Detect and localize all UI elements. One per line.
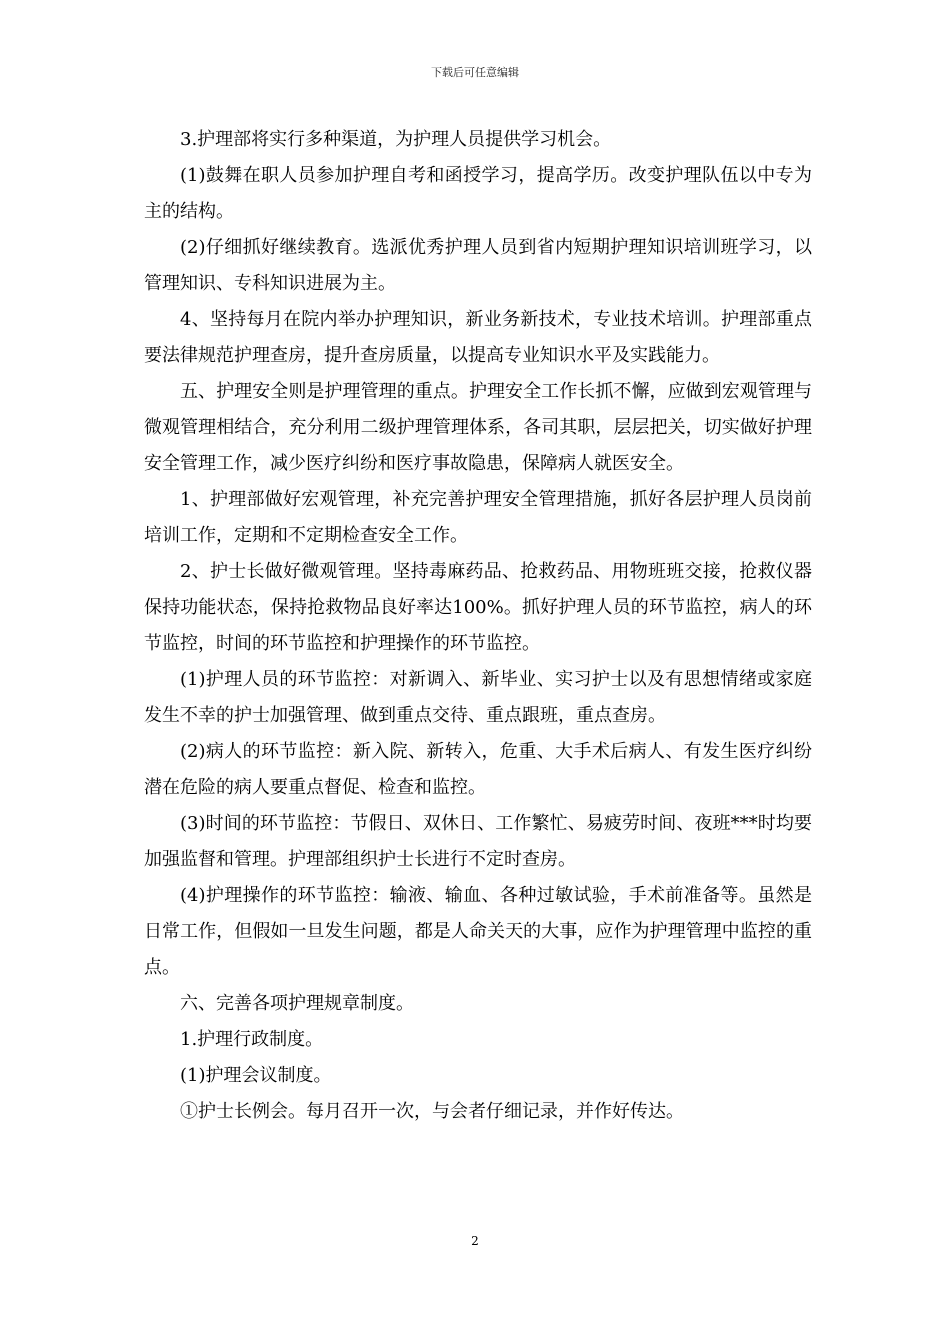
paragraph: (3)时间的环节监控：节假日、双休日、工作繁忙、易疲劳时间、夜班***时均要加强监督和管理。护理部组织护士长进行不定时查房。 xyxy=(144,813,812,870)
paragraph: (4)护理操作的环节监控：输液、输血、各种过敏试验，手术前准备等。虽然是日常工作，但假如一旦发生问题，都是人命关天的大事，应作为护理管理中监控的重点。 xyxy=(144,885,812,978)
paragraph: 五、护理安全则是护理管理的重点。护理安全工作长抓不懈，应做到宏观管理与微观管理相结合，充分利用二级护理管理体系，各司其职，层层把关，切实做好护理安全管理工作，减少医疗纠纷和医疗事故隐患，保障病人就医安全。 xyxy=(144,381,812,474)
paragraph: (1)鼓舞在职人员参加护理自考和函授学习，提高学历。改变护理队伍以中专为主的结构。 xyxy=(144,165,812,222)
paragraph: 3.护理部将实行多种渠道，为护理人员提供学习机会。 xyxy=(180,129,612,150)
paragraph: (1)护理会议制度。 xyxy=(180,1065,332,1086)
paragraph: (2)仔细抓好继续教育。选派优秀护理人员到省内短期护理知识培训班学习，以管理知识、专科知识进展为主。 xyxy=(144,237,812,294)
paragraph: ①护士长例会。每月召开一次，与会者仔细记录，并作好传达。 xyxy=(180,1101,684,1122)
page-number: 2 xyxy=(471,1234,479,1248)
paragraph: 六、完善各项护理规章制度。 xyxy=(180,993,414,1014)
document-body xyxy=(144,122,812,1130)
paragraph: 2、护士长做好微观管理。坚持毒麻药品、抢救药品、用物班班交接，抢救仪器保持功能状态，保持抢救物品良好率达100%。抓好护理人员的环节监控，病人的环节监控，时间的环节监控和护理操作的环节监控。 xyxy=(144,561,812,654)
page-header: 下载后可任意编辑 xyxy=(431,66,519,79)
paragraph: 1.护理行政制度。 xyxy=(180,1029,324,1050)
paragraph: 4、坚持每月在院内举办护理知识，新业务新技术，专业技术培训。护理部重点要法律规范护理查房，提升查房质量，以提高专业知识水平及实践能力。 xyxy=(144,309,812,366)
paragraph: (1)护理人员的环节监控：对新调入、新毕业、实习护士以及有思想情绪或家庭发生不幸的护士加强管理、做到重点交待、重点跟班，重点查房。 xyxy=(144,669,812,726)
paragraph: (2)病人的环节监控：新入院、新转入，危重、大手术后病人、有发生医疗纠纷潜在危险的病人要重点督促、检查和监控。 xyxy=(144,741,812,798)
paragraph: 1、护理部做好宏观管理，补充完善护理安全管理措施，抓好各层护理人员岗前培训工作，定期和不定期检查安全工作。 xyxy=(144,489,812,546)
